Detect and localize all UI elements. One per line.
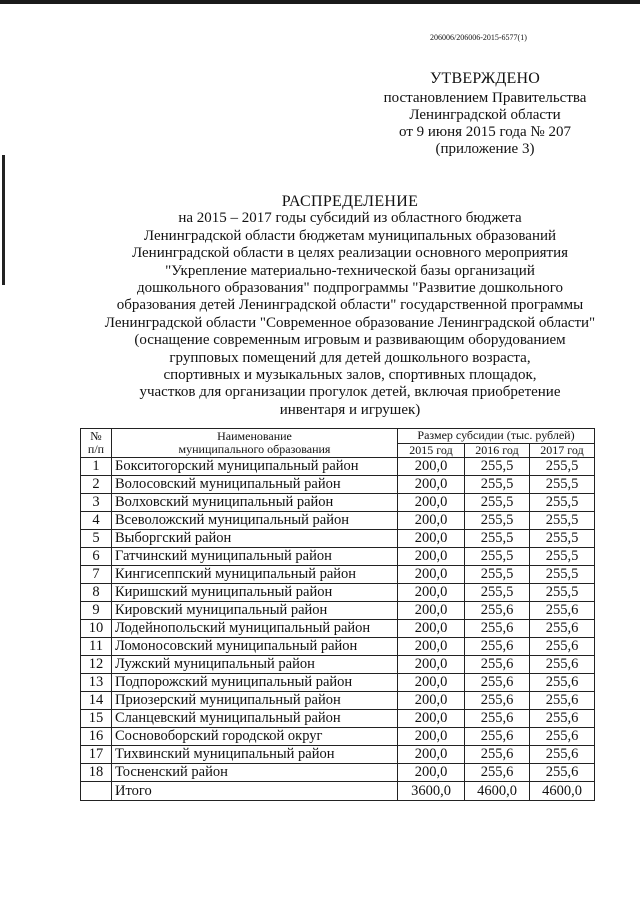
table-body	[81, 458, 595, 782]
subsidy-2016: 255,5	[465, 566, 530, 584]
subsidy-2017: 255,5	[530, 494, 595, 512]
heading-line: групповых помещений для детей дошкольного возраста,	[169, 349, 531, 366]
table-row	[81, 746, 595, 764]
subsidy-2016: 255,6	[465, 656, 530, 674]
subsidy-2017: 255,6	[530, 764, 595, 782]
approval-line: постановлением Правительства	[383, 90, 587, 106]
heading-line: Ленинградской области бюджетам муниципальных образований	[143, 227, 557, 244]
col-number-header-top: №	[90, 428, 102, 443]
heading-title: РАСПРЕДЕЛЕНИЕ	[281, 193, 419, 210]
subsidy-2017: 255,6	[530, 692, 595, 710]
municipality-name: Ломоносовский муниципальный район	[112, 638, 398, 656]
col-year-2017: 2017 год	[530, 443, 595, 458]
subsidy-2015: 200,0	[398, 602, 465, 620]
subsidy-2016: 255,6	[465, 692, 530, 710]
subsidy-2017: 255,5	[530, 512, 595, 530]
col-year-2016: 2016 год	[465, 443, 530, 458]
heading-line: Ленинградской области в целях реализации основного мероприятия	[131, 245, 569, 262]
subsidy-2016: 255,6	[465, 638, 530, 656]
table-row	[81, 512, 595, 530]
municipality-name: Кингисеппский муниципальный район	[112, 566, 398, 584]
subsidy-2016: 255,5	[465, 548, 530, 566]
table-header-row	[81, 429, 595, 444]
table-row	[81, 728, 595, 746]
total-label: Итого	[112, 782, 398, 801]
subsidy-2016: 255,6	[465, 728, 530, 746]
subsidy-2017: 255,5	[530, 458, 595, 476]
municipality-name: Киришский муниципальный район	[112, 584, 398, 602]
row-number: 7	[81, 566, 112, 584]
subsidy-2015: 200,0	[398, 494, 465, 512]
total-2015: 3600,0	[398, 782, 465, 801]
row-number: 2	[81, 476, 112, 494]
heading-line: (оснащение современным игровым и развивающим оборудованием	[134, 332, 566, 349]
subsidy-2015: 200,0	[398, 728, 465, 746]
approval-block	[370, 70, 600, 158]
table-row	[81, 476, 595, 494]
subsidy-2017: 255,5	[530, 476, 595, 494]
subsidy-2016: 255,6	[465, 746, 530, 764]
heading-line: спортивных и музыкальных залов, спортивных площадок,	[163, 367, 537, 384]
subsidy-2015: 200,0	[398, 692, 465, 710]
table-row	[81, 620, 595, 638]
municipality-name: Всеволожский муниципальный район	[112, 512, 398, 530]
table-row	[81, 692, 595, 710]
row-number: 11	[81, 638, 112, 656]
subsidy-2016: 255,6	[465, 674, 530, 692]
table-row	[81, 566, 595, 584]
subsidy-2015: 200,0	[398, 458, 465, 476]
heading-line: образования детей Ленинградской области" государственной программы	[116, 297, 584, 314]
municipality-name: Тихвинский муниципальный район	[112, 746, 398, 764]
approval-line: от 9 июня 2015 года № 207	[399, 124, 571, 140]
subsidy-2017: 255,6	[530, 674, 595, 692]
row-number: 1	[81, 458, 112, 476]
subsidy-2017: 255,6	[530, 746, 595, 764]
municipality-name: Сосновоборский городской округ	[112, 728, 398, 746]
row-number: 15	[81, 710, 112, 728]
row-number: 8	[81, 584, 112, 602]
subsidy-2015: 200,0	[398, 566, 465, 584]
table-row	[81, 764, 595, 782]
subsidy-2015: 200,0	[398, 710, 465, 728]
municipality-name: Выборгский район	[112, 530, 398, 548]
subsidy-2016: 255,6	[465, 710, 530, 728]
subsidy-2015: 200,0	[398, 764, 465, 782]
subsidy-2016: 255,5	[465, 530, 530, 548]
row-number: 16	[81, 728, 112, 746]
municipality-name: Гатчинский муниципальный район	[112, 548, 398, 566]
municipality-name: Бокситогорский муниципальный район	[112, 458, 398, 476]
subsidy-2016: 255,5	[465, 584, 530, 602]
table-row	[81, 710, 595, 728]
document-heading	[90, 193, 610, 419]
subsidy-2015: 200,0	[398, 620, 465, 638]
subsidy-2016: 255,5	[465, 458, 530, 476]
heading-line: участков для организации прогулок детей, включая приобретение	[139, 384, 561, 401]
subsidy-table	[80, 428, 595, 801]
row-number: 17	[81, 746, 112, 764]
total-row	[81, 782, 595, 801]
subsidy-2017: 255,6	[530, 638, 595, 656]
approval-title: УТВЕРЖДЕНО	[429, 70, 540, 87]
col-number-header	[81, 429, 112, 458]
subsidy-2017: 255,6	[530, 710, 595, 728]
subsidy-2017: 255,5	[530, 530, 595, 548]
subsidy-2015: 200,0	[398, 512, 465, 530]
subsidy-2015: 200,0	[398, 548, 465, 566]
document-id: 206006/206006-2015-6577(1)	[430, 33, 527, 42]
heading-line: "Укрепление материально-технической базы организаций	[165, 262, 535, 279]
municipality-name: Кировский муниципальный район	[112, 602, 398, 620]
approval-line: (приложение 3)	[435, 141, 535, 157]
subsidy-2017: 255,6	[530, 656, 595, 674]
heading-line: инвентаря и игрушек)	[279, 401, 421, 418]
municipality-name: Тосненский район	[112, 764, 398, 782]
row-number: 6	[81, 548, 112, 566]
subsidy-2017: 255,6	[530, 602, 595, 620]
table-row	[81, 458, 595, 476]
subsidy-2015: 200,0	[398, 476, 465, 494]
table-row	[81, 638, 595, 656]
subsidy-2015: 200,0	[398, 656, 465, 674]
total-2016: 4600,0	[465, 782, 530, 801]
subsidy-2017: 255,6	[530, 728, 595, 746]
table-row	[81, 656, 595, 674]
row-number: 12	[81, 656, 112, 674]
subsidy-2016: 255,6	[465, 764, 530, 782]
subsidy-2015: 200,0	[398, 746, 465, 764]
col-name-header-top: Наименование	[217, 428, 292, 443]
col-name-header	[112, 429, 398, 458]
municipality-name: Лодейнопольский муниципальный район	[112, 620, 398, 638]
subsidy-2015: 200,0	[398, 674, 465, 692]
col-number-header-bottom: п/п	[87, 442, 105, 456]
total-2017: 4600,0	[530, 782, 595, 801]
municipality-name: Сланцевский муниципальный район	[112, 710, 398, 728]
row-number: 9	[81, 602, 112, 620]
subsidy-2015: 200,0	[398, 530, 465, 548]
municipality-name: Лужский муниципальный район	[112, 656, 398, 674]
heading-line: дошкольного образования" подпрограммы "Развитие дошкольного	[136, 280, 564, 297]
subsidy-2017: 255,5	[530, 566, 595, 584]
row-number: 14	[81, 692, 112, 710]
row-number: 3	[81, 494, 112, 512]
subsidy-2017: 255,6	[530, 620, 595, 638]
subsidy-2016: 255,5	[465, 494, 530, 512]
subsidy-2016: 255,5	[465, 476, 530, 494]
subsidy-2017: 255,5	[530, 548, 595, 566]
subsidy-2016: 255,6	[465, 620, 530, 638]
subsidy-2016: 255,5	[465, 512, 530, 530]
col-amount-header: Размер субсидии (тыс. рублей)	[398, 429, 595, 444]
subsidy-2017: 255,5	[530, 584, 595, 602]
heading-line: на 2015 – 2017 годы субсидий из областного бюджета	[178, 210, 522, 227]
row-number: 5	[81, 530, 112, 548]
heading-line: Ленинградской области "Современное образование Ленинградской области"	[104, 314, 596, 331]
municipality-name: Подпорожский муниципальный район	[112, 674, 398, 692]
table-row	[81, 530, 595, 548]
table-row	[81, 602, 595, 620]
subsidy-2016: 255,6	[465, 602, 530, 620]
row-number: 4	[81, 512, 112, 530]
col-name-header-bottom: муниципального образования	[178, 442, 331, 456]
row-number: 13	[81, 674, 112, 692]
row-number: 18	[81, 764, 112, 782]
table-row	[81, 494, 595, 512]
total-number-cell	[81, 782, 112, 801]
subsidy-2015: 200,0	[398, 638, 465, 656]
heading-body	[90, 210, 610, 419]
subsidy-2015: 200,0	[398, 584, 465, 602]
municipality-name: Волховский муниципальный район	[112, 494, 398, 512]
left-margin-mark	[2, 155, 5, 285]
municipality-name: Волосовский муниципальный район	[112, 476, 398, 494]
top-border-line	[0, 0, 640, 4]
table-row	[81, 584, 595, 602]
col-year-2015: 2015 год	[398, 443, 465, 458]
table-row	[81, 548, 595, 566]
table-row	[81, 674, 595, 692]
approval-line: Ленинградской области	[409, 107, 561, 123]
row-number: 10	[81, 620, 112, 638]
municipality-name: Приозерский муниципальный район	[112, 692, 398, 710]
